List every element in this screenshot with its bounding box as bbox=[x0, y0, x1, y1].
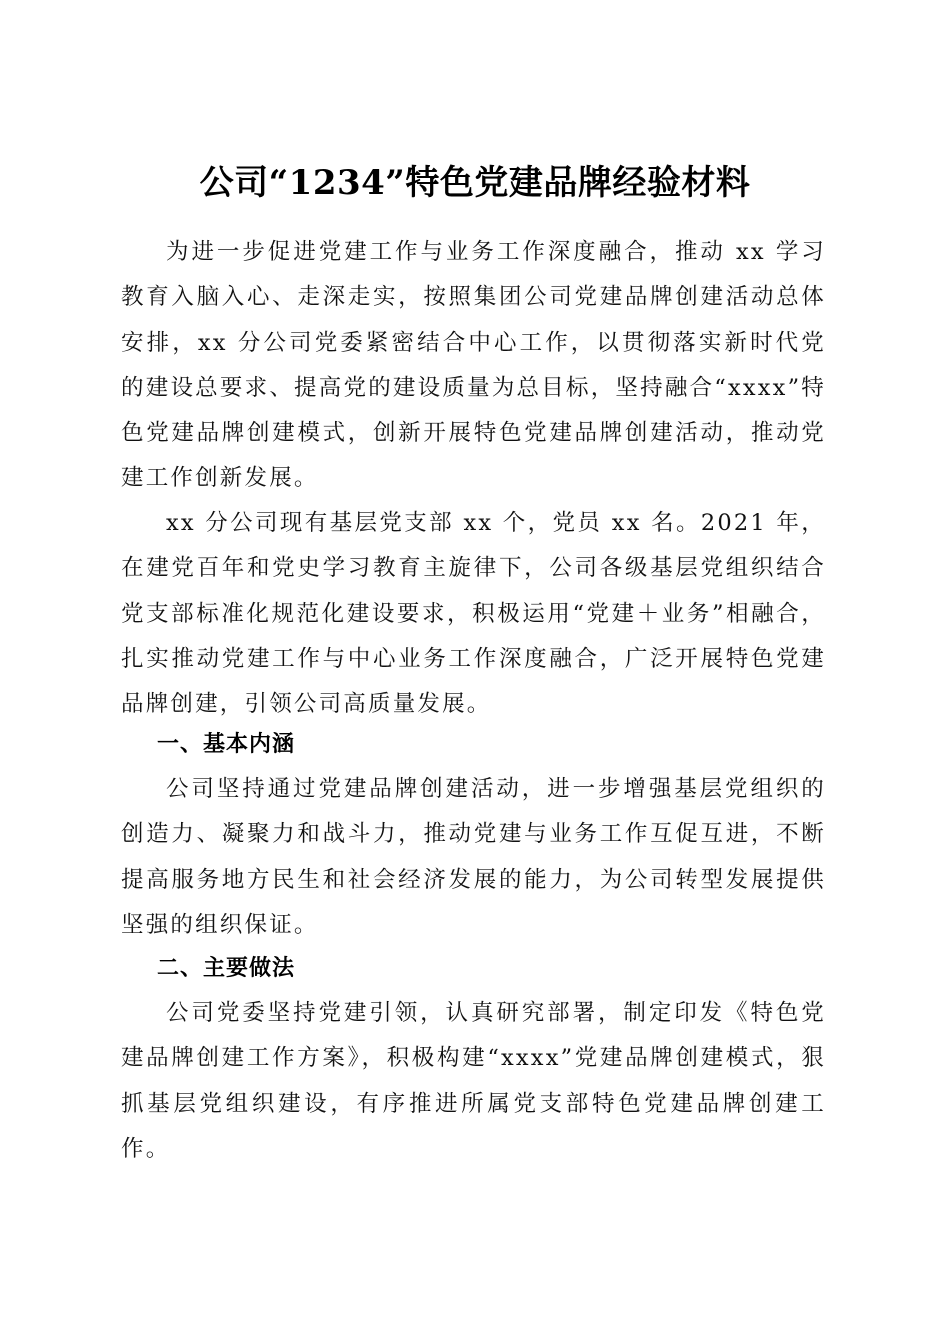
section2-paragraph: 公司党委坚持党建引领，认真研究部署，制定印发《特色党建品牌创建工作方案》，积极构建“xxxx”党建品牌创建模式，狠抓基层党组织建设，有序推进所属党支部特色党建品牌创建工作。 bbox=[121, 1000, 826, 1162]
section-heading-basic-connotation: 一、基本内涵 bbox=[157, 732, 296, 757]
section-heading-main-practices: 二、主要做法 bbox=[157, 956, 296, 981]
section1-paragraph: 公司坚持通过党建品牌创建活动，进一步增强基层党组织的创造力、凝聚力和战斗力，推动党建与业务工作互促互进，不断提高服务地方民生和社会经济发展的能力，为公司转型发展提供坚强的组织保证。 bbox=[121, 776, 826, 938]
overview-paragraph: xx 分公司现有基层党支部 xx 个，党员 xx 名。2021 年，在建党百年和党史学习教育主旋律下，公司各级基层党组织结合党支部标准化规范化建设要求，积极运用“党建＋业务”相融合，扎实推动党建工作与中心业务工作深度融合，广泛开展特色党建品牌创建，引领公司高质量发展。 bbox=[121, 510, 826, 718]
intro-paragraph: 为进一步促进党建工作与业务工作深度融合，推动 xx 学习教育入脑入心、走深走实，按照集团公司党建品牌创建活动总体安排，xx 分公司党委紧密结合中心工作，以贯彻落实新时代党的建设总要求、提高党的建设质量为总目标，坚持融合“xxxx”特色党建品牌创建模式，创新开展特色党建品牌创建活动，推动党建工作创新发展。 bbox=[121, 239, 826, 492]
document-title: 公司“1234”特色党建品牌经验材料 bbox=[199, 162, 751, 203]
